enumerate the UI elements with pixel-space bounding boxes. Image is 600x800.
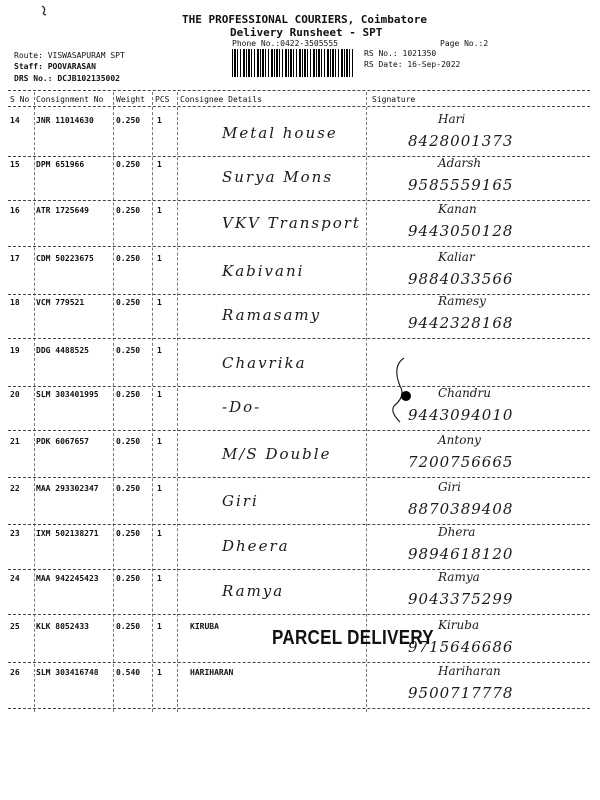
row-separator [8, 614, 590, 615]
signature-scribble: Antony [438, 433, 481, 447]
row-separator [8, 200, 590, 201]
row-separator [8, 246, 590, 247]
row-pcs: 1 [157, 529, 162, 538]
row-weight: 0.250 [116, 116, 141, 125]
row-pcs: 1 [157, 254, 162, 263]
signature-scribble: Hari [438, 112, 466, 126]
row-weight: 0.250 [116, 529, 141, 538]
handwritten-consignee: M/S Double [222, 445, 332, 463]
handwritten-consignee: Giri [222, 492, 259, 510]
header-top-rule [8, 90, 590, 91]
row-sno: 17 [10, 254, 20, 263]
handwritten-phone: 9894618120 [408, 545, 514, 563]
row-separator [8, 662, 590, 663]
handwritten-consignee: Dheera [222, 537, 290, 555]
row-weight: 0.250 [116, 390, 141, 399]
col-sep [177, 92, 178, 712]
handwritten-consignee: VKV Transport [222, 214, 361, 232]
handwritten-phone: 9500717778 [408, 684, 514, 702]
row-sno: 22 [10, 484, 20, 493]
header-bottom-rule [8, 106, 590, 107]
row-separator [8, 708, 590, 709]
row-sno: 14 [10, 116, 20, 125]
row-sno: 19 [10, 346, 20, 355]
row-sno: 24 [10, 574, 20, 583]
signature-scribble: Ramya [438, 570, 480, 584]
row-consignment-no: MAA 942245423 [36, 574, 99, 583]
row-consignment-no: VCM 779521 [36, 298, 85, 307]
signature-scribble: Kanan [438, 202, 477, 216]
col-sno: S No [10, 95, 30, 104]
row-sno: 16 [10, 206, 20, 215]
handwritten-consignee: Ramya [222, 582, 285, 600]
handwritten-phone: 7200756665 [408, 453, 514, 471]
row-consignment-no: DPM 651966 [36, 160, 85, 169]
row-separator [8, 569, 590, 570]
row-sno: 20 [10, 390, 20, 399]
col-sep [366, 92, 367, 712]
row-consignment-no: CDM 50223675 [36, 254, 94, 263]
row-sno: 15 [10, 160, 20, 169]
row-weight: 0.540 [116, 668, 141, 677]
handwritten-phone: 9443050128 [408, 222, 514, 240]
stray-mark-icon [40, 4, 50, 16]
handwritten-consignee: Metal house [222, 124, 338, 142]
col-weight: Weight [116, 95, 145, 104]
row-consignee: KIRUBA [190, 622, 219, 631]
row-consignment-no: IXM 502138271 [36, 529, 99, 538]
row-pcs: 1 [157, 206, 162, 215]
parcel-delivery-stamp: PARCEL DELIVERY [272, 626, 434, 649]
company-title: THE PROFESSIONAL COURIERS, Coimbatore [182, 13, 428, 26]
row-sno: 23 [10, 529, 20, 538]
row-pcs: 1 [157, 668, 162, 677]
drs-number: DRS No.: DCJB102135002 [14, 74, 120, 83]
staff-label: Staff: POOVARASAN [14, 62, 96, 71]
row-separator [8, 338, 590, 339]
col-sep [34, 92, 35, 712]
phone-number: Phone No.:0422-3505555 [232, 39, 338, 48]
row-consignment-no: PDK 6067657 [36, 437, 89, 446]
row-pcs: 1 [157, 298, 162, 307]
handwritten-phone: 9715646686 [408, 638, 514, 656]
row-sno: 26 [10, 668, 20, 677]
row-consignment-no: ATR 1725649 [36, 206, 89, 215]
row-pcs: 1 [157, 160, 162, 169]
row-pcs: 1 [157, 346, 162, 355]
row-weight: 0.250 [116, 206, 141, 215]
row-pcs: 1 [157, 484, 162, 493]
col-consignee: Consignee Details [180, 95, 262, 104]
col-sep [152, 92, 153, 712]
row-weight: 0.250 [116, 346, 141, 355]
row-weight: 0.250 [116, 254, 141, 263]
signature-scribble: Adarsh [438, 156, 482, 170]
row-separator [8, 477, 590, 478]
barcode [232, 49, 354, 77]
row-weight: 0.250 [116, 437, 141, 446]
row-consignment-no: MAA 293302347 [36, 484, 99, 493]
col-consignment: Consignment No [36, 95, 104, 104]
row-pcs: 1 [157, 116, 162, 125]
row-pcs: 1 [157, 390, 162, 399]
handwritten-phone: 9043375299 [408, 590, 514, 608]
handwritten-phone: 9585559165 [408, 176, 514, 194]
row-separator [8, 294, 590, 295]
brace-mark-icon [386, 356, 416, 426]
handwritten-consignee: Kabivani [222, 262, 305, 280]
signature-scribble: Kiruba [438, 618, 480, 632]
row-weight: 0.250 [116, 298, 141, 307]
handwritten-phone: 9884033566 [408, 270, 514, 288]
handwritten-phone: 9442328168 [408, 314, 514, 332]
row-weight: 0.250 [116, 160, 141, 169]
row-weight: 0.250 [116, 484, 141, 493]
row-sno: 25 [10, 622, 20, 631]
row-sno: 21 [10, 437, 20, 446]
row-consignment-no: KLK 8052433 [36, 622, 89, 631]
handwritten-phone: 8870389408 [408, 500, 514, 518]
page-number: Page No.:2 [440, 39, 489, 48]
handwritten-consignee: -Do- [222, 398, 262, 416]
row-pcs: 1 [157, 574, 162, 583]
row-consignment-no: SLM 303416748 [36, 668, 99, 677]
row-pcs: 1 [157, 437, 162, 446]
row-consignment-no: SLM 303401995 [36, 390, 99, 399]
row-separator [8, 430, 590, 431]
handwritten-phone: 9443094010 [408, 406, 514, 424]
row-weight: 0.250 [116, 622, 141, 631]
row-separator [8, 524, 590, 525]
row-sno: 18 [10, 298, 20, 307]
signature-scribble: Chandru [438, 386, 491, 400]
handwritten-consignee: Surya Mons [222, 168, 334, 186]
handwritten-consignee: Chavrika [222, 354, 307, 372]
row-consignee: HARIHARAN [190, 668, 234, 677]
signature-scribble: Ramesy [438, 294, 486, 308]
signature-scribble: Giri [438, 480, 461, 494]
col-signature: Signature [372, 95, 416, 104]
rs-date: RS Date: 16-Sep-2022 [364, 60, 461, 69]
signature-scribble: Kaliar [438, 250, 475, 264]
signature-scribble: Hariharan [438, 664, 501, 678]
rs-number: RS No.: 1021350 [364, 49, 437, 58]
row-weight: 0.250 [116, 574, 141, 583]
route-label: Route: VISWASAPURAM SPT [14, 51, 125, 60]
signature-scribble: Dhera [438, 525, 476, 539]
col-pcs: PCS [155, 95, 170, 104]
handwritten-phone: 8428001373 [408, 132, 514, 150]
row-separator [8, 156, 590, 157]
row-separator [8, 386, 590, 387]
row-consignment-no: JNR 11014630 [36, 116, 94, 125]
col-sep [113, 92, 114, 712]
sheet-title: Delivery Runsheet - SPT [230, 26, 383, 39]
row-pcs: 1 [157, 622, 162, 631]
row-consignment-no: DDG 4488525 [36, 346, 89, 355]
handwritten-consignee: Ramasamy [222, 306, 322, 324]
